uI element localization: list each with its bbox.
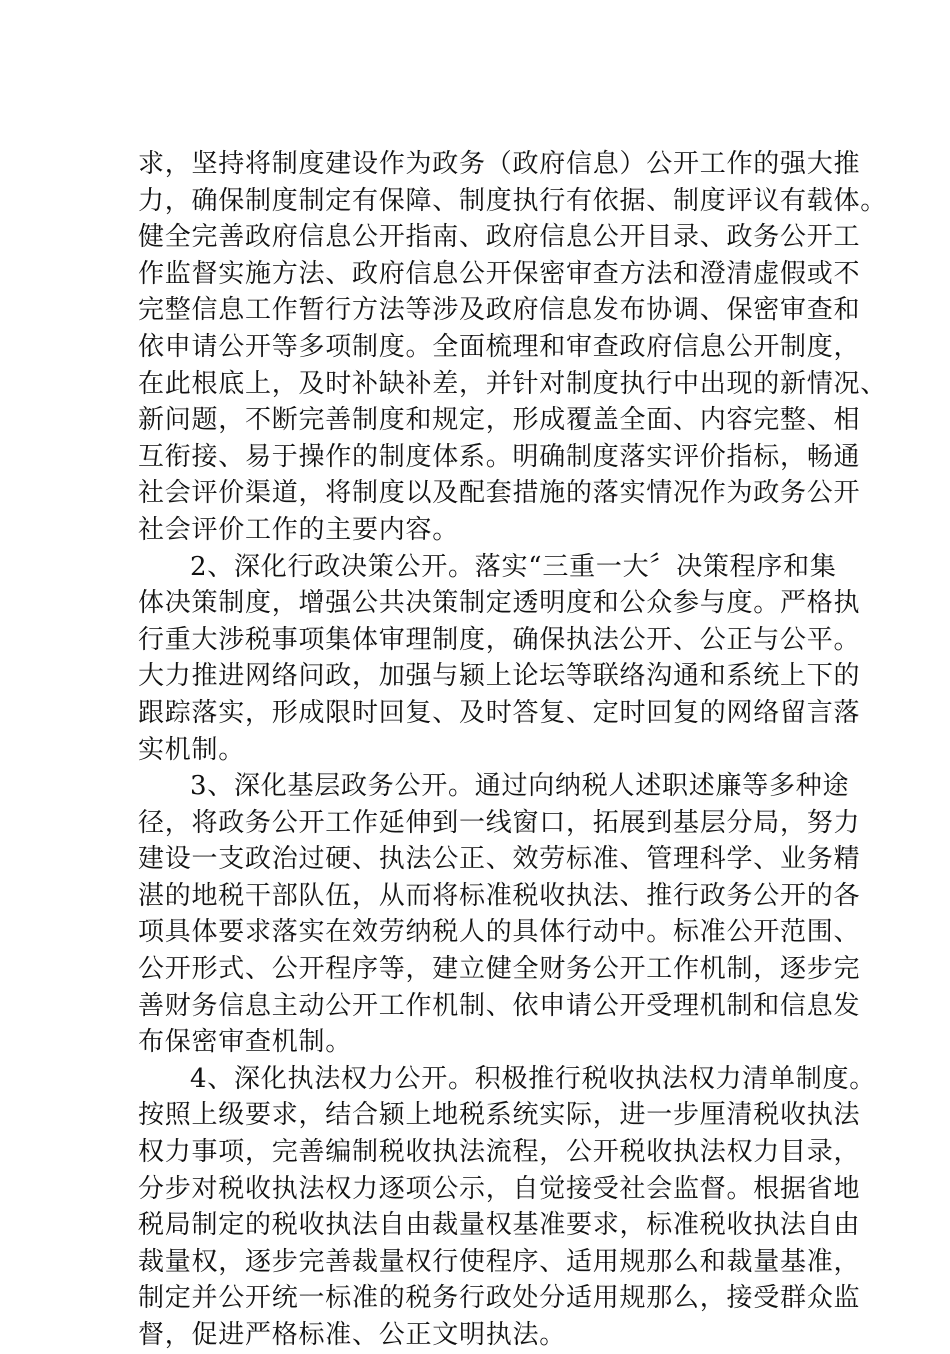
text-line: 力，确保制度制定有保障、制度执行有依据、制度评议有载体。 bbox=[138, 185, 888, 216]
text-line: 跟踪落实，形成限时回复、及时答复、定时回复的网络留言落 bbox=[138, 697, 861, 728]
text-line: 建设一支政治过硬、执法公正、效劳标准、管理科学、业务精 bbox=[138, 844, 861, 875]
text-line: 求，坚持将制度建设作为政务（政府信息）公开工作的强大推 bbox=[138, 149, 861, 179]
text-line: 善财务信息主动公开工作机制、依申请公开受理机制和信息发 bbox=[138, 990, 861, 1021]
text-line: 社会评价渠道，将制度以及配套措施的落实情况作为政务公开 bbox=[138, 478, 861, 509]
text-line: 湛的地税干部队伍，从而将标准税收执法、推行政务公开的各 bbox=[138, 880, 861, 911]
text-line: 布保密审查机制。 bbox=[138, 1027, 353, 1058]
document-body bbox=[138, 146, 888, 1354]
text-line: 分步对税收执法权力逐项公示，自觉接受社会监督。根据省地 bbox=[138, 1173, 861, 1204]
text-line: 税局制定的税收执法自由裁量权基准要求，标准税收执法自由 bbox=[138, 1210, 861, 1241]
text-line: 权力事项，完善编制税收执法流程，公开税收执法权力目录， bbox=[138, 1137, 861, 1168]
paragraph-first-line: 3、深化基层政务公开。通过向纳税人述职述廉等多种途 bbox=[190, 771, 850, 802]
text-line: 新问题，不断完善制度和规定，形成覆盖全面、内容完整、相 bbox=[138, 405, 861, 436]
text-line: 行重大涉税事项集体审理制度，确保执法公开、公正与公平。 bbox=[138, 624, 861, 655]
paragraph-3 bbox=[138, 768, 861, 1061]
paragraph-2 bbox=[138, 549, 861, 769]
text-line: 裁量权，逐步完善裁量权行使程序、适用规那么和裁量基准， bbox=[138, 1246, 861, 1277]
text-line: 依申请公开等多项制度。全面梳理和审查政府信息公开制度， bbox=[138, 331, 861, 362]
paragraph-first-line: 2、深化行政决策公开。落实“三重一大〞决策程序和集 bbox=[190, 551, 837, 582]
text-line: 制定并公开统一标准的税务行政处分适用规那么，接受群众监 bbox=[138, 1283, 861, 1314]
text-line: 项具体要求落实在效劳纳税人的具体行动中。标准公开范围、 bbox=[138, 917, 861, 948]
text-line: 在此根底上，及时补缺补差，并针对制度执行中出现的新情况、 bbox=[138, 368, 888, 399]
text-line: 督，促进严格标准、公正文明执法。 bbox=[138, 1320, 567, 1350]
text-line: 大力推进网络问政，加强与颍上论坛等联络沟通和系统上下的 bbox=[138, 661, 861, 692]
text-line: 社会评价工作的主要内容。 bbox=[138, 514, 460, 545]
text-line: 径，将政务公开工作延伸到一线窗口，拓展到基层分局，努力 bbox=[138, 807, 861, 838]
text-line: 公开形式、公开程序等，建立健全财务公开工作机制，逐步完 bbox=[138, 954, 861, 985]
paragraph-first-line: 4、深化执法权力公开。积极推行税收执法权力清单制度。 bbox=[190, 1063, 877, 1094]
text-line: 互衔接、易于操作的制度体系。明确制度落实评价指标，畅通 bbox=[138, 441, 861, 472]
text-line: 作监督实施方法、政府信息公开保密审查方法和澄清虚假或不 bbox=[138, 258, 861, 289]
paragraph-4 bbox=[138, 1061, 877, 1354]
text-line: 完整信息工作暂行方法等涉及政府信息发布协调、保密审查和 bbox=[138, 295, 861, 326]
text-line: 按照上级要求，结合颍上地税系统实际，进一步厘清税收执法 bbox=[138, 1100, 861, 1131]
text-line: 体决策制度，增强公共决策制定透明度和公众参与度。严格执 bbox=[138, 588, 861, 619]
text-line: 健全完善政府信息公开指南、政府信息公开目录、政务公开工 bbox=[138, 222, 861, 253]
paragraph-1 bbox=[138, 146, 888, 549]
text-line: 实机制。 bbox=[138, 734, 246, 765]
